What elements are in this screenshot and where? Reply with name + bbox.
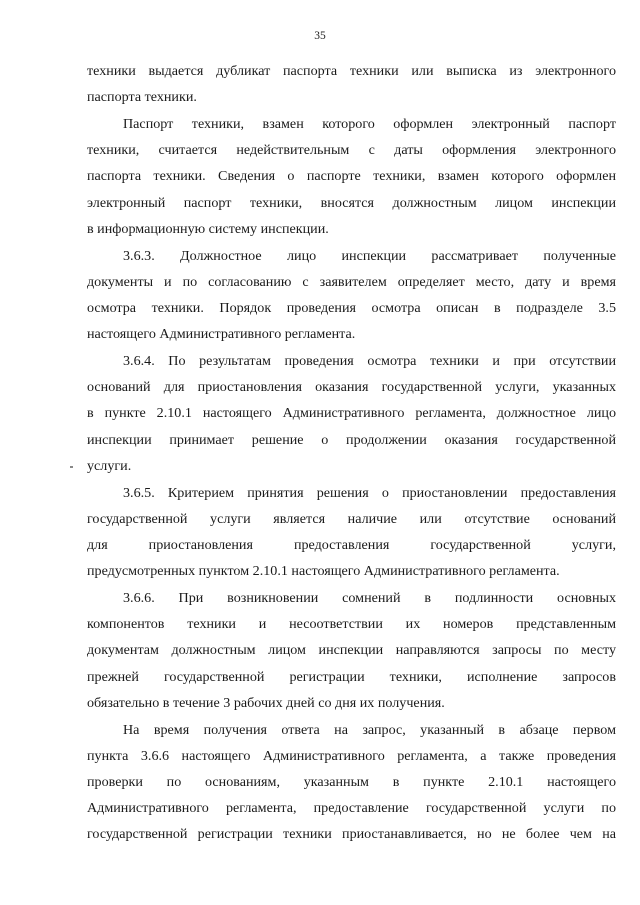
- paragraph: [87, 348, 616, 479]
- text-line: техники выдается дубликат паспорта техники или выписка из электронного: [87, 63, 616, 79]
- text-line: 3.6.4. По результатам проведения осмотра техники и при отсутствии: [123, 353, 616, 370]
- document-body: [87, 58, 616, 848]
- text-line: паспорта техники.: [87, 89, 197, 106]
- text-line: паспорта техники. Сведения о паспорте техники, взамен которого оформлен: [87, 168, 616, 185]
- paragraph: [87, 585, 616, 716]
- text-line: 3.6.5. Критерием принятия решения о приостановлении предоставления: [123, 484, 616, 501]
- text-line: государственной регистрации техники приостанавливается, но не более чем на: [87, 826, 616, 843]
- text-line: компонентов техники и несоответствии их номеров представленным: [87, 616, 616, 633]
- text-line: услуги.: [87, 457, 132, 474]
- text-line: электронный паспорт техники, вносятся должностным лицом инспекции: [87, 194, 616, 211]
- text-line: пункта 3.6.6 настоящего Административного регламента, а также проведения: [87, 747, 616, 764]
- text-line: оснований для приостановления оказания государственной услуги, указанных: [87, 379, 616, 396]
- text-line: техники, считается недействительным с даты оформления электронного: [87, 142, 616, 159]
- text-line: документам должностным лицом инспекции направляются запросы по месту: [87, 642, 616, 659]
- margin-mark: [70, 466, 73, 468]
- text-line: обязательно в течение 3 рабочих дней со дня их получения.: [87, 694, 445, 711]
- text-line: государственной услуги является наличие или отсутствие оснований: [87, 510, 616, 527]
- text-line: Паспорт техники, взамен которого оформлен электронный паспорт: [123, 116, 616, 132]
- text-line: для приостановления предоставления государственной услуги,: [87, 537, 616, 554]
- text-line: прежней государственной регистрации техники, исполнение запросов: [87, 668, 616, 685]
- text-line: 3.6.3. Должностное лицо инспекции рассматривает полученные: [123, 247, 616, 264]
- text-line: 3.6.6. При возникновении сомнений в подлинности основных: [123, 590, 616, 607]
- paragraph: [87, 480, 616, 585]
- paragraph: [87, 58, 616, 110]
- text-line: инспекции принимает решение о продолжении оказания государственной: [87, 431, 616, 448]
- page-number: 35: [314, 30, 326, 42]
- text-line: осмотра техники. Порядок проведения осмотра описан в подразделе 3.5: [87, 300, 616, 317]
- text-line: настоящего Административного регламента.: [87, 326, 356, 343]
- text-line: Административного регламента, предоставление государственной услуги по: [87, 800, 616, 817]
- text-line: документы и по согласованию с заявителем определяет место, дату и время: [87, 273, 616, 290]
- text-line: проверки по основаниям, указанным в пункте 2.10.1 настоящего: [87, 774, 616, 791]
- text-line: На время получения ответа на запрос, указанный в абзаце первом: [123, 721, 616, 738]
- text-line: предусмотренных пунктом 2.10.1 настоящего Административного регламента.: [87, 563, 560, 580]
- paragraph: [87, 243, 616, 348]
- paragraph: [87, 717, 616, 848]
- text-line: в информационную систему инспекции.: [87, 220, 329, 237]
- text-line: в пункте 2.10.1 настоящего Административного регламента, должностное лицо: [87, 405, 616, 422]
- paragraph: [87, 111, 616, 242]
